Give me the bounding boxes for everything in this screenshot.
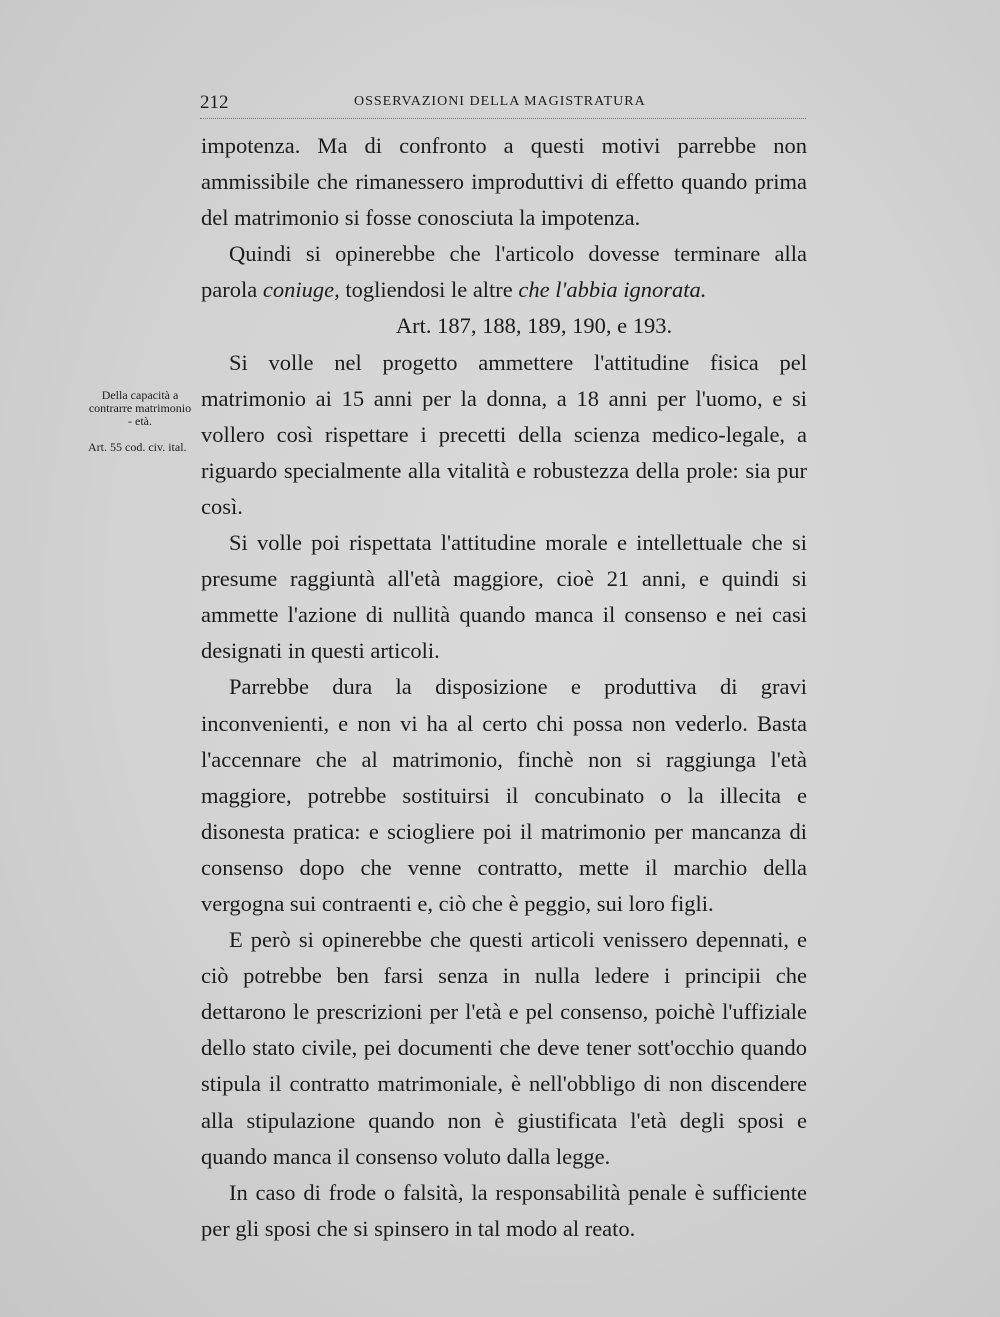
paragraph: In caso di frode o falsità, la responsabilità penale è sufficiente per gli sposi che si spinsero in tal modo al reato. bbox=[201, 1179, 807, 1241]
paragraph: Si volle poi rispettata l'attitudine morale e intellettuale che si presume raggiuntà all'età maggiore, cioè 21 anni, e quindi si ammette l'azione di nullità quando manca il consenso e nei casi designati in questi articoli. bbox=[201, 530, 807, 664]
italic-text: che l'abbia ignorata. bbox=[518, 277, 707, 303]
paragraph: Parrebbe dura la disposizione e produttiva di gravi inconvenienti, e non vi ha al certo chi possa non vederlo. Basta l'accennare che al matrimonio, finchè non si raggiunga l'età maggiore, potrebbe sostituirsi il concubinato o la illecita e disonesta pratica: e sciogliere poi il matrimonio per mancanza di consenso dopo che venne contratto, mette il marchio della vergogna sui contraenti e, ciò che è peggio, sui loro figli. bbox=[201, 674, 807, 916]
running-header bbox=[200, 92, 806, 119]
paragraph: E però si opinerebbe che questi articoli venissero depennati, e ciò potrebbe ben farsi senza in nulla ledere i principii che dettarono le prescrizioni per l'età e pel consenso, poichè l'uffiziale dello stato civile, pei documenti che deve tener sott'occhio quando stipula il contratto matrimoniale, è nell'obbligo di non discendere alla stipulazione quando non è giustificata l'età degli sposi e quando manca il consenso voluto dalla legge. bbox=[201, 927, 807, 1169]
body-text bbox=[201, 128, 807, 1247]
paragraph bbox=[201, 236, 807, 308]
text-run: togliendosi le altre bbox=[339, 277, 519, 303]
running-title: OSSERVAZIONI DELLA MAGISTRATURA bbox=[354, 94, 646, 109]
text-run: Quindi si opinerebbe che l'articolo dovesse terminare alla parola bbox=[201, 241, 807, 303]
margin-note-reference: Art. 55 cod. civ. ital. bbox=[88, 440, 187, 454]
italic-text: coniuge, bbox=[262, 277, 340, 303]
paragraph: Si volle nel progetto ammettere l'attitudine fisica pel matrimonio ai 15 anni per la donna, a 18 anni per l'uomo, e si vollero così rispettare i precetti della scienza medico-legale, a riguardo specialmente alla vitalità e robustezza della prole: sia pur così. bbox=[201, 349, 807, 519]
page-number: 212 bbox=[200, 92, 229, 113]
margin-note-topic: Della capacità a contrarre matrimonio - età. bbox=[88, 388, 192, 428]
paragraph: impotenza. Ma di confronto a questi motivi parrebbe non ammissibile che rimanessero improduttivi di effetto quando prima del matrimonio si fosse conosciuta la impotenza. bbox=[201, 133, 807, 231]
article-heading: Art. 187, 188, 189, 190, e 193. bbox=[395, 313, 673, 339]
